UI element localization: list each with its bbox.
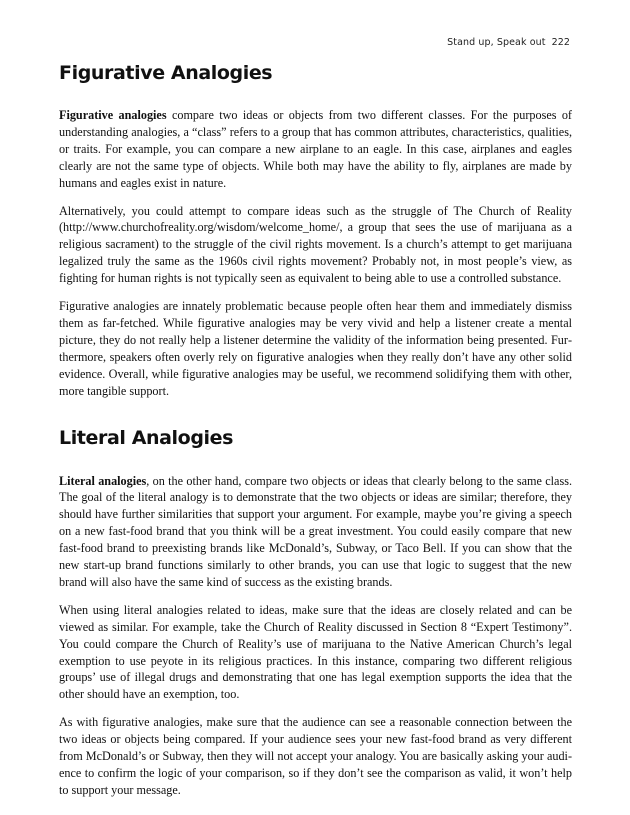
section-heading-literal-analogies: Literal Analogies — [59, 426, 234, 449]
running-header — [447, 37, 570, 48]
paragraph-text: Figurative analogies are innately problematic because people often hear them and immediately dismiss them as far-fetched. While figurative analogies may be very vivid and help a listener create a mental picture, they do not really help a listener determine the validity of the information being presented. Furthermore, speakers often overly rely on figurative analogies when they really don’t have any other solid evidence. Overall, while figurative analogies may be useful, we recommend solidifying them with other, more tangible support. — [59, 299, 572, 398]
paragraph-text: As with figurative analogies, make sure that the audience can see a reasonable connection between the two ideas or objects being compared. If your audience sees your new fast-food brand as very different from McDonald’s or Subway, then they will not accept your analogy. You are basically asking your audience to confirm the logic of your comparison, so if they don’t see the comparison as valid, it won’t help to support your message. — [59, 715, 572, 797]
page-content — [59, 60, 572, 810]
paragraph-text: , on the other hand, compare two objects or ideas that clearly belong to the same class. The goal of the literal analogy is to demonstrate that the two objects or ideas are similar; therefore, they should have further similarities that support your argument. For example, maybe you’re giving a speech on a new fast-food brand that you think will be a great investment. You could easily compare that new fast-food brand to preexisting brands like McDonald’s, Subway, or Taco Bell. If you can show that the new start-up brand functions similarly to other brands, you can use that logic to suggest that the new brand will also have the same kind of success as the existing brands. — [59, 473, 572, 589]
paragraph-text: When using literal analogies related to ideas, make sure that the ideas are closely related and can be viewed as similar. For example, take the Church of Reality discussed in Section 8 “Expert Testimony”. You could compare the Church of Reality’s use of marijuana to the Native American Church’s legal exemption to use peyote in its religious practices. In this instance, comparing two different religious groups’ use of illegal drugs and demonstrating that one has legal exemption supports the idea that the other should have an exemption, too. — [59, 602, 572, 702]
paragraph-text: compare two ideas or objects from two different classes. For the purposes of understanding analogies, a “class” refers to a group that has common attributes, characteristics, qualities, or traits. For example, you can compare a new airplane to an eagle. In this case, airplanes and eagles clearly are not the same type of objects. While both may have the ability to fly, airplanes are made by humans and eagles exist in nature. — [59, 108, 572, 190]
section-heading-figurative-analogies: Figurative Analogies — [59, 62, 273, 84]
page-number: 222 — [551, 37, 570, 48]
lead-term: Figurative analogies — [59, 108, 167, 122]
paragraph — [59, 602, 572, 703]
lead-term: Literal analogies — [59, 473, 147, 488]
paragraph — [59, 298, 572, 399]
paragraph-text: Alternatively, you could attempt to compare ideas such as the struggle of The Church of Reality (http://www.churchofreality.org/wisdom/welcome_home/, a group that sees the use of marijuana as a religious sacrament) to the struggle of the civil rights movement. Is a church’s attempt to get marijuana legalized truly the same as the 1960s civil rights movement? Probably not, in most people’s view, as fighting for human rights is not typically seen as equivalent to being able to use a controlled substance. — [59, 203, 572, 286]
paragraph — [59, 714, 572, 799]
running-title: Stand up, Speak out — [447, 37, 546, 48]
paragraph — [59, 107, 572, 192]
paragraph — [59, 473, 572, 591]
paragraph — [59, 203, 572, 288]
